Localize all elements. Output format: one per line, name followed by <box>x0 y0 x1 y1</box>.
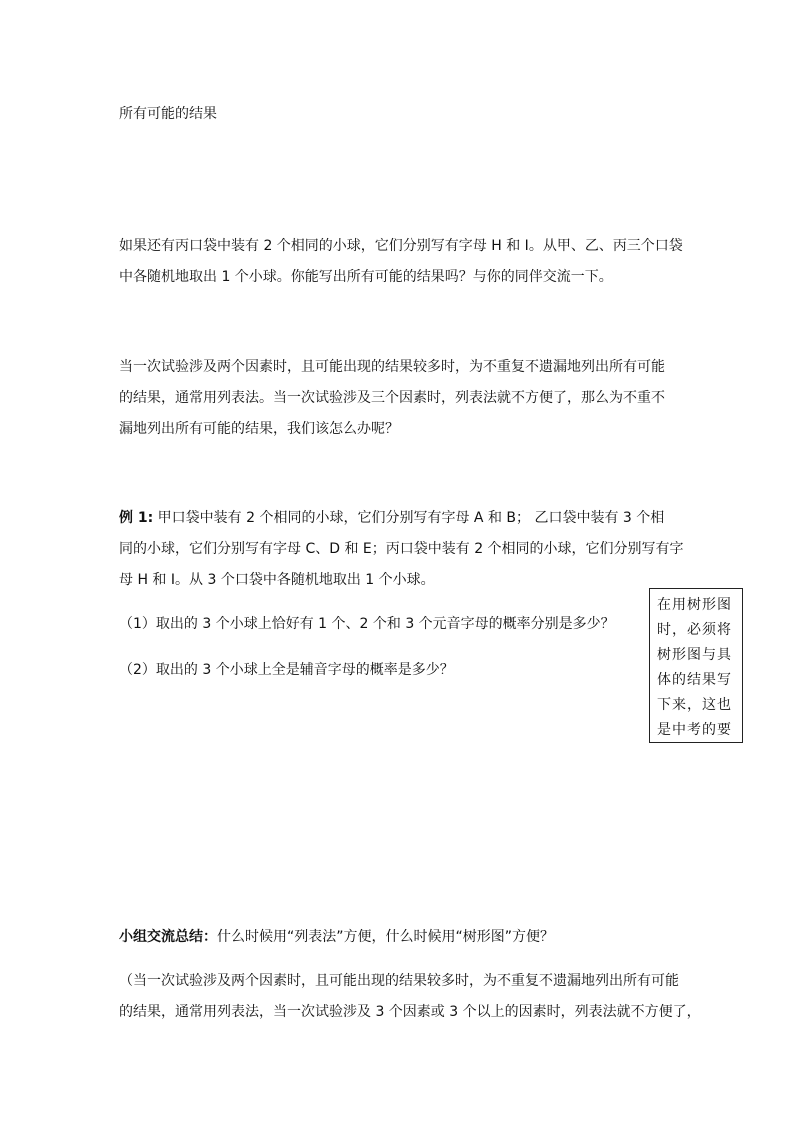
summary-line <box>119 927 554 947</box>
note-line: 时，必须将 <box>657 622 732 638</box>
note-box <box>649 588 743 743</box>
summary-question: 什么时候用“列表法”方便，什么时候用“树形图”方便？ <box>217 929 555 945</box>
question-1: （1）取出的 3 个小球上恰好有 1 个、2 个和 3 个元音字母的概率分别是多少？ <box>119 616 615 632</box>
paragraph-1-line-1: 如果还有丙口袋中装有 2 个相同的小球，它们分别写有字母 H 和 I。从甲、乙、丙三个口袋 <box>119 238 683 254</box>
example-label: 例 1: <box>119 510 154 526</box>
example-line-3: 母 H 和 I。从 3 个口袋中各随机地取出 1 个小球。 <box>119 572 435 588</box>
paragraph-2-line-3: 漏地列出所有可能的结果，我们该怎么办呢？ <box>119 421 399 437</box>
question-2: （2）取出的 3 个小球上全是辅音字母的概率是多少？ <box>119 662 454 678</box>
example-line-1 <box>119 508 664 528</box>
paragraph-2-line-1: 当一次试验涉及两个因素时，且可能出现的结果较多时，为不重复不遗漏地列出所有可能 <box>119 359 665 375</box>
note-line: 在用树形图 <box>657 597 732 613</box>
note-line: 体的结果写 <box>657 672 732 688</box>
example-line-2: 同的小球，它们分别写有字母 C、D 和 E；丙口袋中装有 2 个相同的小球，它们分别写有字 <box>119 541 684 557</box>
note-line: 下来，这也 <box>657 697 732 713</box>
example-text: 甲口袋中装有 2 个相同的小球，它们分别写有字母 A 和 B； 乙口袋中装有 3 个相 <box>153 510 665 526</box>
summary-label: 小组交流总结： <box>119 929 217 945</box>
heading-line: 所有可能的结果 <box>119 106 217 122</box>
note-line: 是中考的要 <box>657 722 732 738</box>
paragraph-1-line-2: 中各随机地取出 1 个小球。你能写出所有可能的结果吗？与你的同伴交流一下。 <box>119 269 613 285</box>
summary-answer-line-2: 的结果，通常用列表法，当一次试验涉及 3 个因素或 3 个以上的因素时，列表法就不方便了， <box>119 1004 701 1020</box>
note-line: 树形图与具 <box>657 647 732 663</box>
summary-answer-line-1: （当一次试验涉及两个因素时，且可能出现的结果较多时，为不重复不遗漏地列出所有可能 <box>119 973 679 989</box>
paragraph-2-line-2: 的结果，通常用列表法。当一次试验涉及三个因素时，列表法就不方便了，那么为不重不 <box>119 390 665 406</box>
